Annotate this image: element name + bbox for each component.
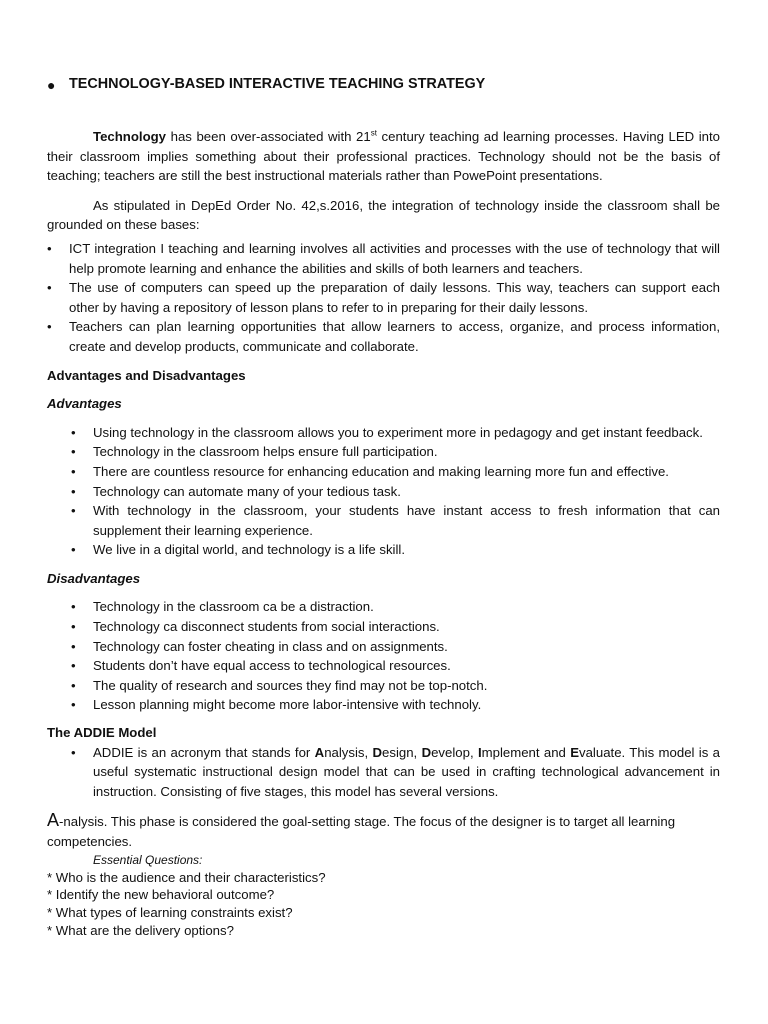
addie-description xyxy=(47,743,720,802)
list-item-text: Technology can automate many of your tedious task. xyxy=(93,483,401,499)
document-body xyxy=(47,127,720,940)
list-item-text: With technology in the classroom, your students have instant access to fresh information that can supplement their learning experience. xyxy=(93,503,720,538)
list-item-text: We live in a digital world, and technology is a life skill. xyxy=(93,542,406,558)
addie-text: evelop, xyxy=(431,744,478,760)
bullet-dot: • xyxy=(47,280,52,296)
addie-text: . This model is a useful systematic instructional design model that can be used in crafting technological advancement in instruction. Consisting of five stages, this model has several versions. xyxy=(93,744,720,799)
addie-text: esign, xyxy=(382,744,422,760)
bullet-dot: • xyxy=(71,744,76,760)
list-item-text: Students don’t have equal access to technological resources. xyxy=(93,658,451,674)
bullet-dot: • xyxy=(71,658,76,674)
analysis-text: -nalysis. This phase is considered the goal-setting stage. The focus of the designer is to target all learning competencies. xyxy=(47,814,676,849)
bullet-dot: • xyxy=(71,503,76,519)
essential-questions-label: Essential Questions: xyxy=(93,852,203,867)
list-item xyxy=(47,540,720,560)
list-item xyxy=(47,278,720,317)
addie-letter-e: E xyxy=(570,744,579,760)
section-title-disadvantages: Disadvantages xyxy=(47,570,141,586)
intro-text-2: century teaching ad learning processes. Having LED into their classroom implies something about their professional practices. Technology should not be the basis of teaching; teachers are still the best instructional materials rather than PowePoint presentations. xyxy=(47,129,720,184)
analysis-paragraph xyxy=(47,811,720,851)
bases-list xyxy=(47,239,720,357)
intro-text-1: has been over-associated with 21 xyxy=(166,129,371,144)
addie-letter-d: D xyxy=(421,744,432,760)
disadvantages-list xyxy=(47,597,720,715)
list-item-text: Lesson planning might become more labor-intensive with technoly. xyxy=(93,697,482,713)
list-item-text: Technology in the classroom helps ensure full participation. xyxy=(93,444,438,460)
list-item-text: Using technology in the classroom allows you to experiment more in pedagogy and get instant feedback. xyxy=(93,424,703,440)
addie-letter-d: D xyxy=(372,744,383,760)
page-title: TECHNOLOGY-BASED INTERACTIVE TEACHING STRATEGY xyxy=(69,76,486,92)
list-item-text: Technology can foster cheating in class and on assignments. xyxy=(93,638,448,654)
addie-letter-i: I xyxy=(477,744,482,760)
bullet-dot: • xyxy=(47,319,52,335)
heading-bullet: ● xyxy=(47,77,56,93)
question-item: * What types of learning constraints exist? xyxy=(47,905,293,921)
list-item-text: ICT integration I teaching and learning involves all activities and processes with the use of technology that will help promote learning and enhance the abilities and skills of both learners and teachers. xyxy=(69,240,720,276)
question-item: * Who is the audience and their characteristics? xyxy=(47,869,326,885)
list-item xyxy=(47,695,720,715)
bullet-dot: • xyxy=(71,697,76,713)
list-item xyxy=(47,501,720,540)
addie-letter-a: A xyxy=(314,744,325,760)
section-title-adv-dis: Advantages and Disadvantages xyxy=(47,367,246,383)
list-item xyxy=(47,462,720,482)
analysis-drop-letter: A xyxy=(47,810,60,831)
list-item-text: Technology ca disconnect students from social interactions. xyxy=(93,619,440,635)
intro-sup: st xyxy=(370,128,377,138)
list-item xyxy=(47,617,720,637)
bullet-dot: • xyxy=(71,424,76,440)
bullet-dot: • xyxy=(71,677,76,693)
bullet-dot: • xyxy=(47,240,52,256)
list-item-text: There are countless resource for enhancing education and making learning more fun and effective. xyxy=(93,463,669,479)
bullet-dot: • xyxy=(71,599,76,615)
bullet-dot: • xyxy=(71,542,76,558)
list-item xyxy=(47,482,720,502)
bullet-dot: • xyxy=(71,444,76,460)
section-title-addie: The ADDIE Model xyxy=(47,725,157,741)
addie-text: mplement and xyxy=(481,744,571,760)
list-item-text: Teachers can plan learning opportunities that allow learners to access, organize, and process information, create and develop products, communicate and collaborate. xyxy=(69,319,720,354)
list-item-text: Technology in the classroom ca be a distraction. xyxy=(93,599,374,615)
addie-text: nalysis, xyxy=(324,744,373,760)
addie-text: ADDIE is an acronym that stands for xyxy=(93,744,315,760)
bullet-dot: • xyxy=(71,483,76,499)
intro-bold-word: Technology xyxy=(93,129,167,144)
section-title-advantages: Advantages xyxy=(47,396,122,412)
list-item-text: The use of computers can speed up the preparation of daily lessons. This way, teachers can support each other by having a repository of lesson plans to refer to in preparing for their daily lessons. xyxy=(69,280,720,315)
question-item: * Identify the new behavioral outcome? xyxy=(47,887,275,903)
list-item xyxy=(47,423,720,443)
intro-paragraph xyxy=(47,127,720,186)
bullet-dot: • xyxy=(71,619,76,635)
deped-paragraph: As stipulated in DepEd Order No. 42,s.2016, the integration of technology inside the classroom shall be grounded on these bases: xyxy=(47,197,720,233)
list-item xyxy=(47,676,720,696)
bullet-dot: • xyxy=(71,463,76,479)
list-item-text: The quality of research and sources they find may not be top-notch. xyxy=(93,677,488,693)
list-item xyxy=(47,239,720,278)
list-item xyxy=(47,597,720,617)
question-item: * What are the delivery options? xyxy=(47,922,234,938)
list-item xyxy=(47,637,720,657)
addie-text: valuate xyxy=(579,744,622,760)
list-item xyxy=(47,656,720,676)
list-item xyxy=(47,317,720,356)
list-item xyxy=(47,442,720,462)
bullet-dot: • xyxy=(71,638,76,654)
advantages-list xyxy=(47,423,720,560)
